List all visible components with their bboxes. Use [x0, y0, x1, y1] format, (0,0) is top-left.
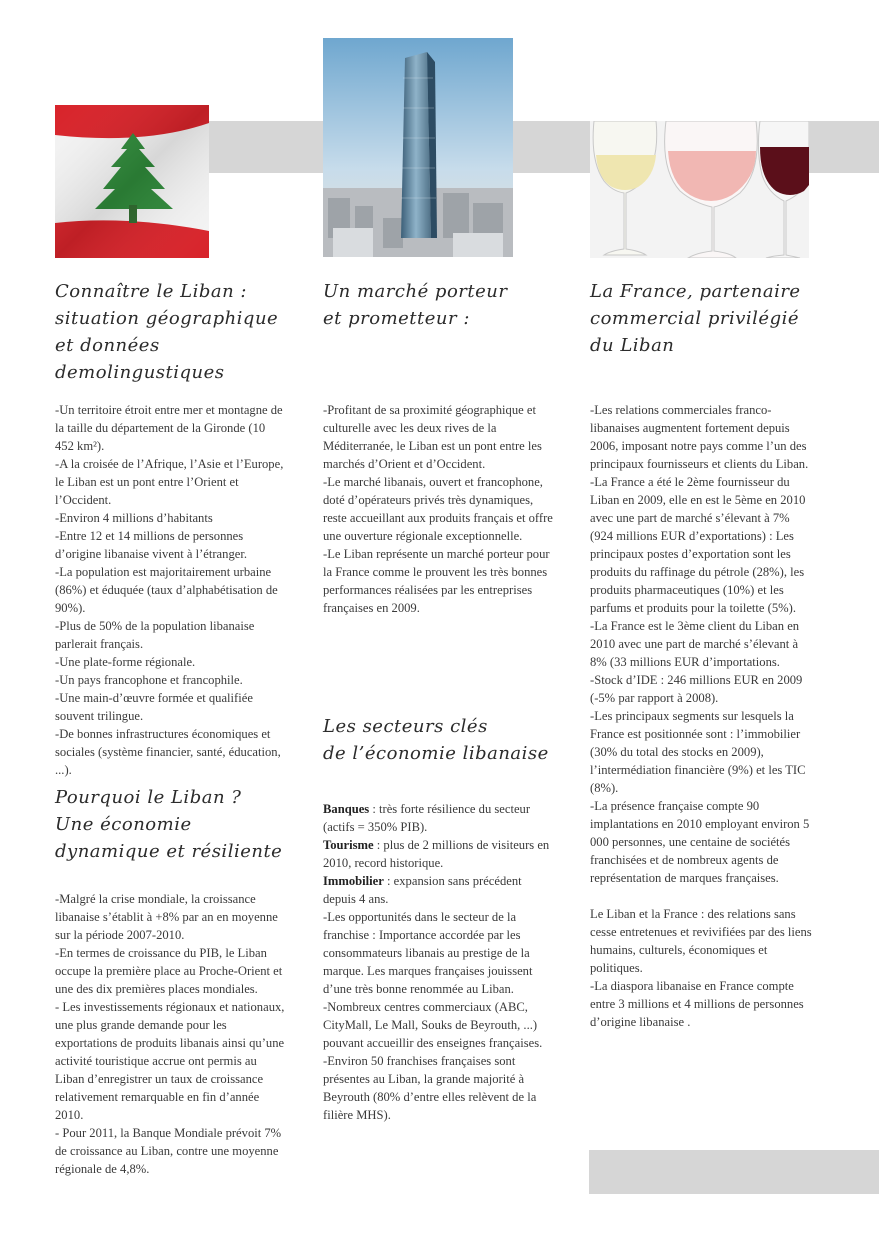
paragraph: - Pour 2011, la Banque Mondiale prévoit 7% de croissance au Liban, contre une moyenne régionale de 4,8%. [55, 1126, 282, 1176]
paragraph: -Les opportunités dans le secteur de la franchise : Importance accordée par les consommateurs libanais au prestige de la marque. Les marques françaises jouissent d’une très bonne renommée au Liban. [323, 910, 533, 996]
paragraph: -Le Liban représente un marché porteur pour la France comme le prouvent les très bonnes performances réalisées par les entreprises françaises en 2009. [323, 547, 550, 615]
paragraph: -Un territoire étroit entre mer et montagne de la taille du département de la Gironde (10 452 km²). [55, 403, 283, 453]
paragraph: -Entre 12 et 14 millions de personnes d’origine libanaise vivent à l’étranger. [55, 529, 247, 561]
grey-band-top-left [209, 121, 324, 173]
sector-item: Tourisme : plus de 2 millions de visiteurs en 2010, record historique. [323, 838, 550, 870]
paragraph: -La France est le 3ème client du Liban en 2010 avec une part de marché s’élevant à 8% (33 millions EUR d’importations. [590, 619, 800, 669]
paragraph: -La population est majoritairement urbaine (86%) et éduquée (taux d’alphabétisation de 90%). [55, 565, 278, 615]
text-marche-porteur [323, 401, 555, 617]
wine-glasses-image [590, 121, 809, 258]
grey-band-bottom-right [589, 1150, 879, 1194]
paragraph: - Les investissements régionaux et nationaux, une plus grande demande pour les exportations de produits libanais ainsi qu’une activité touristique accrue ont permis au Liban d’enregistrer un taux de croissance relativement remarquable en fin d’année 2010. [55, 1000, 285, 1122]
text-france-partenaire [590, 401, 815, 1031]
paragraph: -La présence française compte 90 implantations en 2010 employant environ 5 000 personnes, une centaine de sociétés franchisées et de nombreux agents de représentation de marques françaises. [590, 799, 810, 885]
paragraph: -A la croisée de l’Afrique, l’Asie et l’Europe, le Liban est un pont entre l’Orient et l’Occident. [55, 457, 284, 507]
paragraph: -Environ 4 millions d’habitants [55, 511, 213, 525]
paragraph: Le Liban et la France : des relations sans cesse entretenues et revivifiées par des liens humains, culturels, économiques et politiques. [590, 907, 812, 975]
cedar-icon [55, 105, 209, 258]
paragraph: -Le marché libanais, ouvert et francophone, doté d’opérateurs privés très dynamiques, reste accueillant aux produits français et offre une ouverture régionale exceptionnelle. [323, 475, 553, 543]
paragraph: -Les principaux segments sur lesquels la France est positionnée sont : l’immobilier (30% du total des stocks en 2009), l’intermédiation financière (9%) et les TIC (8%). [590, 709, 806, 795]
paragraph: -La France a été le 2ème fournisseur du Liban en 2009, elle en est le 5ème en 2010 avec une part de marché s’élevant à 7% (924 millions EUR d’exportations) : Les principaux postes d’exportation sont les produits du raffinage du pétrole (28%), les produits pharmaceutiques (10%) et les parfums et produits pour la toilette (5%). [590, 475, 806, 615]
lebanon-flag-image [55, 105, 209, 258]
paragraph: -Une plate-forme régionale. [55, 655, 196, 669]
sector-item: Banques : très forte résilience du secteur (actifs = 350% PIB). [323, 802, 531, 834]
paragraph: -La diaspora libanaise en France compte entre 3 millions et 4 millions de personnes d’origine libanaise . [590, 979, 804, 1029]
sector-item: Immobilier : expansion sans précédent depuis 4 ans. [323, 874, 522, 906]
paragraph: -Plus de 50% de la population libanaise parlerait français. [55, 619, 255, 651]
beirut-tower-image [323, 38, 513, 257]
paragraph: -Stock d’IDE : 246 millions EUR en 2009 (-5% par rapport à 2008). [590, 673, 803, 705]
paragraph: -Une main-d’œuvre formée et qualifiée souvent trilingue. [55, 691, 253, 723]
heading-france-partenaire: La France, partenaire commercial privilégié du Liban [590, 281, 801, 356]
text-secteurs-cles [323, 800, 555, 1124]
paragraph: -De bonnes infrastructures économiques et sociales (système financier, santé, éducation, ...). [55, 727, 281, 777]
paragraph: -En termes de croissance du PIB, le Liban occupe la première place au Proche-Orient et une des dix premières places mondiales. [55, 946, 283, 996]
paragraph: -Les relations commerciales franco-libanaises augmentent fortement depuis 2006, imposant notre pays comme l’un des principaux fournisseurs et clients du Liban. [590, 403, 809, 471]
grey-band-top-middle [513, 121, 590, 173]
heading-secteurs-cles: Les secteurs clés de l’économie libanaise [323, 716, 549, 764]
grey-band-top-right [809, 121, 879, 173]
paragraph: -Un pays francophone et francophile. [55, 673, 243, 687]
heading-marche-porteur: Un marché porteur et prometteur : [323, 281, 508, 329]
paragraph: -Nombreux centres commerciaux (ABC, CityMall, Le Mall, Souks de Beyrouth, ...) pouvant accueillir des enseignes françaises. [323, 1000, 543, 1050]
heading-connaitre-liban: Connaître le Liban : situation géographique et données demolingustiques [55, 281, 279, 383]
paragraph: -Profitant de sa proximité géographique et culturelle avec les deux rives de la Méditerranée, le Liban est un pont entre les marchés d’Orient et d’Occident. [323, 403, 542, 471]
paragraph: -Environ 50 franchises françaises sont présentes au Liban, la grande majorité à Beyrouth (80% d’entre elles relèvent de la filière MHS). [323, 1054, 537, 1122]
text-pourquoi-liban [55, 890, 285, 1178]
heading-pourquoi-liban: Pourquoi le Liban ? Une économie dynamique et résiliente [55, 787, 283, 862]
paragraph: -Malgré la crise mondiale, la croissance libanaise s’établit à +8% par an en moyenne sur la période 2007-2010. [55, 892, 278, 942]
text-connaitre-liban [55, 401, 285, 779]
